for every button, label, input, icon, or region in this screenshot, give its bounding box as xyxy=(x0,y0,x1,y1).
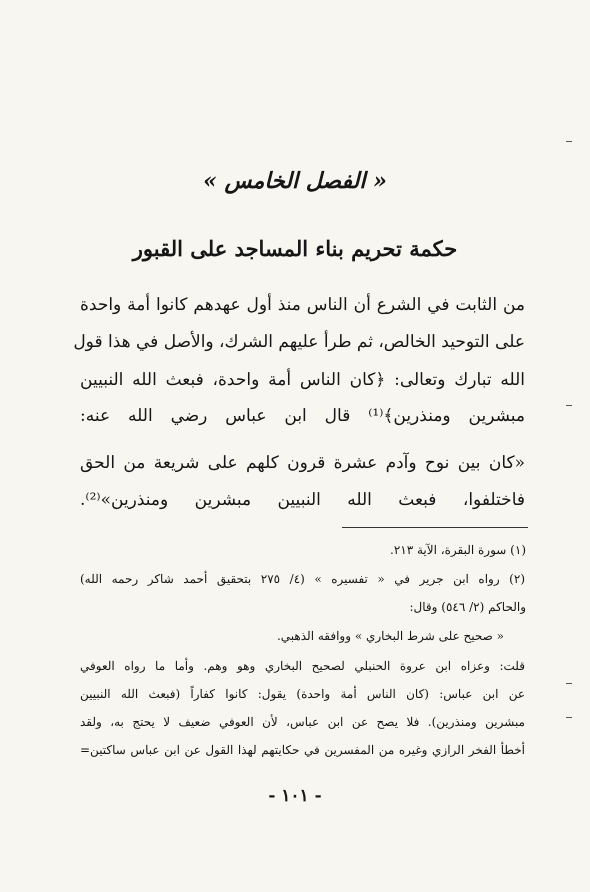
quote-line-1: «كان بين نوح وآدم عشرة قرون كلهم على شريعة من الحق xyxy=(80,453,525,473)
chapter-heading: « الفصل الخامس » xyxy=(203,168,387,194)
margin-mark xyxy=(566,717,572,718)
footnote-2-line-4: قلت: وعزاه ابن عروة الحنبلي لصحيح البخاري وهو وهم. وأما ما رواه العوفي xyxy=(80,659,525,673)
quote-line-2: فاختلفوا، فبعث الله النبيين مبشرين ومنذرين»⁽²⁾. xyxy=(80,490,525,510)
body-line-1: من الثابت في الشرع أن الناس منذ أول عهدهم كانوا أمة واحدة xyxy=(80,295,525,315)
section-title: حكمة تحريم بناء المساجد على القبور xyxy=(132,236,458,261)
footnote-2-line-2: والحاكم (٢/ ٥٤٦) وقال: xyxy=(409,600,526,614)
body-line-3: الله تبارك وتعالى: ﴿كان الناس أمة واحدة، فبعث الله النبيين xyxy=(80,370,525,390)
footnote-separator xyxy=(342,527,528,528)
page-number: - ١٠١ - xyxy=(268,786,322,806)
footnote-2-line-7: أخطأ الفخر الرازي وغيره من المفسرين في حكايتهم لهذا القول عن ابن عباس ساكتين= xyxy=(80,743,525,757)
margin-mark xyxy=(566,141,572,142)
margin-mark xyxy=(566,405,572,406)
body-line-2: على التوحيد الخالص، ثم طرأ عليهم الشرك، والأصل في هذا قول xyxy=(73,332,525,352)
footnote-1: (١) سورة البقرة، الآية ٢١٣. xyxy=(389,543,526,557)
footnote-2-line-3: « صحيح على شرط البخاري » ووافقه الذهبي. xyxy=(276,629,504,643)
footnote-2-line-5: عن ابن عباس: (كان الناس أمة واحدة) يقول: كانوا كفاراً (فبعث الله النبيين xyxy=(80,687,525,701)
margin-mark xyxy=(566,683,572,684)
footnote-2-line-6: مبشرين ومنذرين). فلا يصح عن ابن عباس، لأن العوفي ضعيف لا يحتج به، ولقد xyxy=(80,715,525,729)
body-line-4: مبشرين ومنذرين﴾⁽¹⁾ قال ابن عباس رضي الله عنه: xyxy=(80,406,525,426)
footnote-2-line-1: (٢) رواه ابن جرير في « تفسيره » (٤/ ٢٧٥ بتحقيق أحمد شاكر رحمه الله) xyxy=(80,572,525,586)
